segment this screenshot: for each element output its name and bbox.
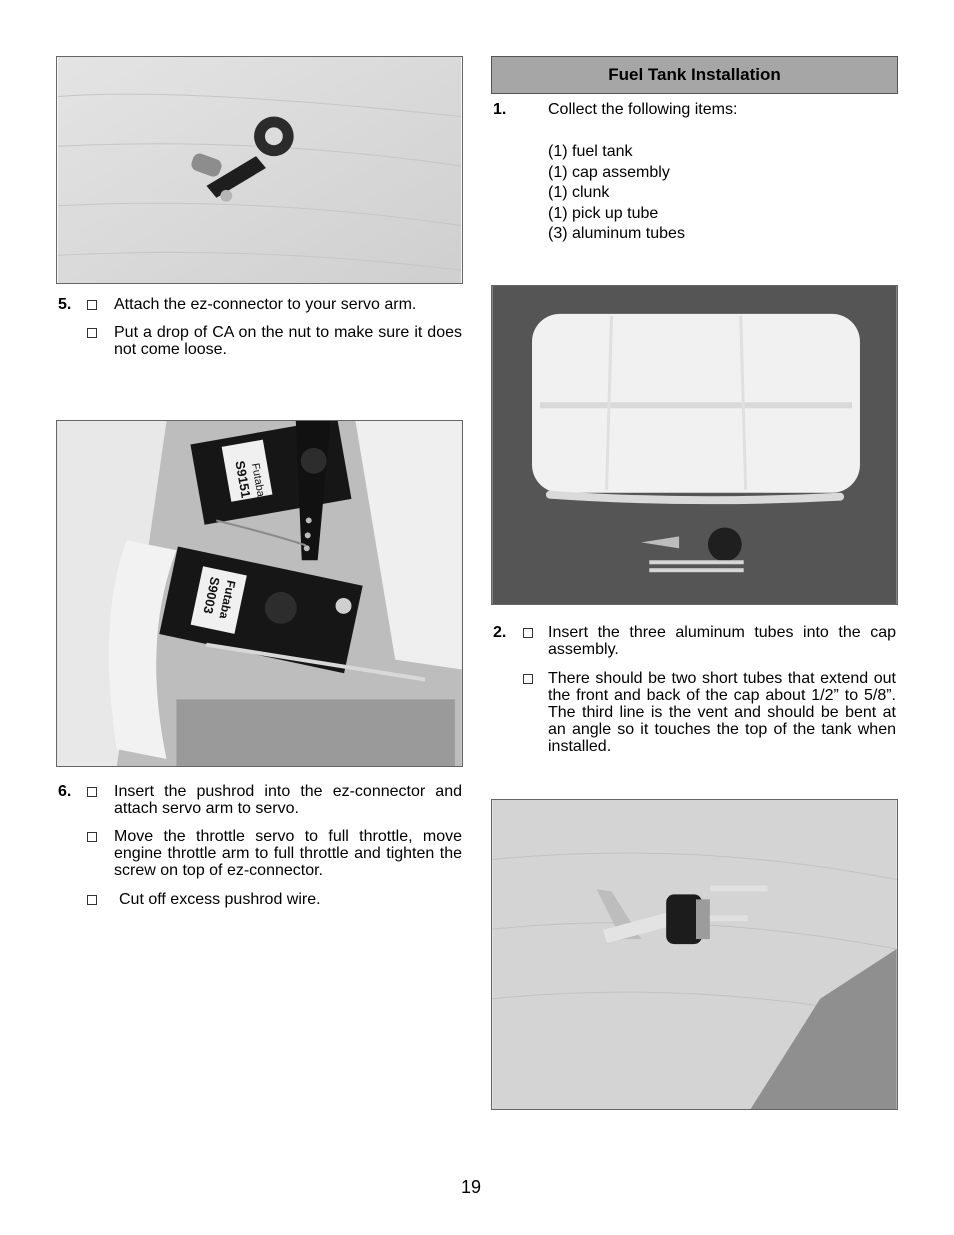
step-2-checkbox-1[interactable] [523,628,533,638]
step-2-text-2: There should be two short tubes that extend out the front and back of the cap about 1/2” to 5/8”. The third line is the vent and should be bent at an angle so it touches the top of the tank when installed. [548,670,896,755]
step-2-number: 2. [493,624,507,641]
step-5-number: 5. [58,296,72,313]
step-5-text-1: Attach the ez-connector to your servo arm. [114,296,417,313]
step-2 [491,624,898,764]
photo-servos-graphic [57,421,462,766]
step-1-intro: Collect the following items: [548,101,738,118]
step-6-text-3: Cut off excess pushrod wire. [119,891,321,908]
step-5-checkbox-2[interactable] [87,328,97,338]
step-6 [56,783,463,913]
list-item: (1) fuel tank [548,143,633,160]
step-5-text-2: Put a drop of CA on the nut to make sure it does not come loose. [114,324,462,358]
photo-ez-connector-on-servo-arm [56,56,463,284]
top-servo-brand-label: Futaba [248,462,267,498]
section-title-fuel-tank-installation: Fuel Tank Installation [491,56,898,94]
list-item: (1) pick up tube [548,204,659,222]
step-1 [491,101,898,251]
step-2-checkbox-2[interactable] [523,674,533,684]
step-5-checkbox-1[interactable] [87,300,97,310]
step-6-text-1: Insert the pushrod into the ez-connector and attach servo arm to servo. [114,783,462,817]
photo-fuel-tank-graphic [492,286,897,604]
list-item: (1) cap assembly [548,163,670,181]
step-6-checkbox-2[interactable] [87,832,97,842]
top-servo-model-label: S9151 [232,459,254,499]
step-1-number: 1. [493,101,507,118]
step-6-checkbox-3[interactable] [87,895,97,905]
photo-ez-connector-graphic [57,57,462,283]
step-6-checkbox-1[interactable] [87,787,97,797]
page-number: 19 [460,1177,482,1197]
bottom-servo-model-label: S9003 [200,575,223,616]
bottom-servo-brand-label: Futaba [216,578,239,621]
photo-servos-installed [56,420,463,767]
photo-fuel-tank-kit [491,285,898,605]
step-1-item-list [548,142,888,245]
step-6-number: 6. [58,783,72,800]
list-item: (1) clunk [548,184,610,201]
list-item: (3) aluminum tubes [548,225,685,242]
photo-cap-assembly-graphic [492,800,897,1109]
step-5 [56,296,463,376]
step-2-text-1: Insert the three aluminum tubes into the cap assembly. [548,624,896,658]
step-6-text-2: Move the throttle servo to full throttle, move engine throttle arm to full throttle and tighten the screw on top of ez-connector. [114,828,462,879]
photo-cap-assembly [491,799,898,1110]
